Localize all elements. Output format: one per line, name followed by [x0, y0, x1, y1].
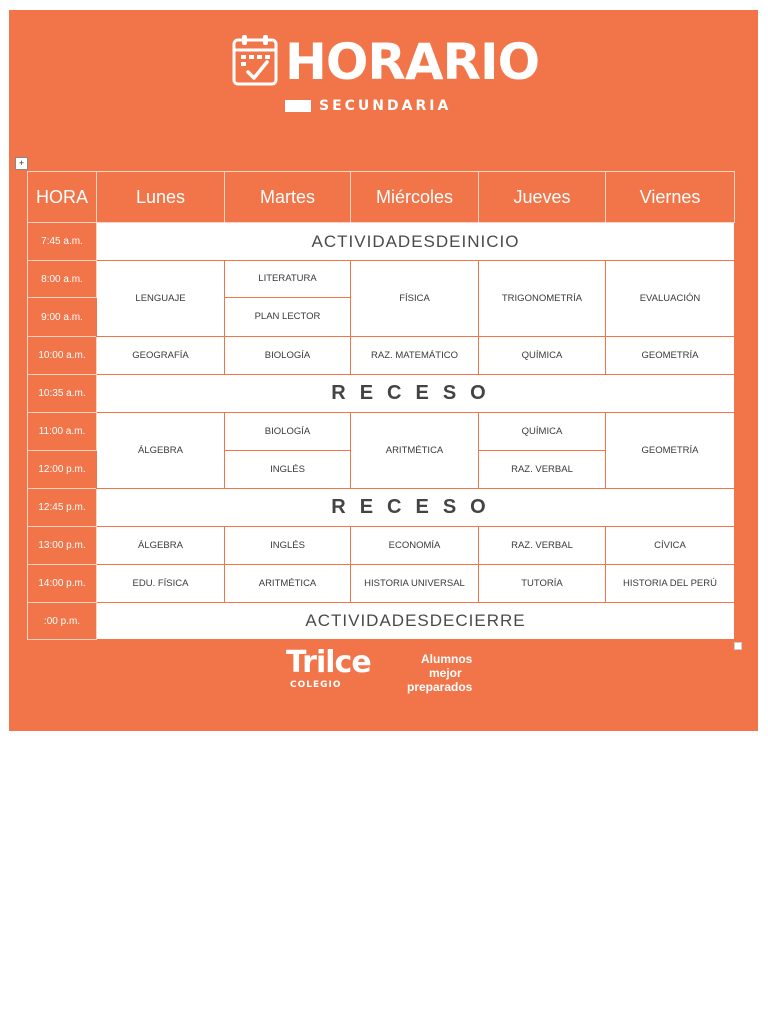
class-cell: INGLÉS: [225, 451, 351, 489]
schedule-table: [27, 171, 735, 640]
slogan: [407, 652, 472, 694]
page-title: HORARIO: [285, 33, 540, 91]
time-cell: 10:00 a.m.: [28, 337, 97, 375]
table-row: [28, 337, 735, 375]
class-cell: ECONOMÍA: [351, 527, 479, 565]
class-cell: RAZ. VERBAL: [479, 451, 606, 489]
table-row: [28, 413, 735, 451]
time-cell: 11:00 a.m.: [28, 413, 97, 451]
class-cell: GEOMETRÍA: [606, 337, 735, 375]
slogan-line: Alumnos: [421, 652, 473, 666]
class-cell: HISTORIA DEL PERÚ: [606, 565, 735, 603]
time-cell: 14:00 p.m.: [28, 565, 97, 603]
logo-subtitle: COLEGIO: [290, 680, 342, 690]
slogan-line: mejor: [429, 666, 462, 680]
class-cell: TUTORÍA: [479, 565, 606, 603]
receso-band: RECESO: [97, 375, 735, 413]
time-cell: 9:00 a.m.: [28, 298, 97, 337]
table-row: [28, 375, 735, 413]
class-cell: FÍSICA: [351, 261, 479, 337]
table-row: [28, 223, 735, 261]
time-cell: 8:00 a.m.: [28, 261, 97, 298]
class-cell: EVALUACIÓN: [606, 261, 735, 337]
time-cell: 12:45 p.m.: [28, 489, 97, 527]
day-header-lunes: Lunes: [97, 172, 225, 223]
table-resize-handle[interactable]: [734, 642, 742, 650]
class-cell: ARITMÉTICA: [351, 413, 479, 489]
subtitle-bar: [285, 100, 311, 112]
calendar-check-icon: [231, 32, 279, 88]
day-header-miercoles: Miércoles: [351, 172, 479, 223]
table-row: [28, 527, 735, 565]
class-cell: QUÍMICA: [479, 337, 606, 375]
slogan-line: preparados: [407, 680, 473, 694]
class-cell: LENGUAJE: [97, 261, 225, 337]
brand-logo: [286, 646, 371, 690]
class-cell: INGLÉS: [225, 527, 351, 565]
class-cell: ÁLGEBRA: [97, 527, 225, 565]
table-row: [28, 261, 735, 298]
table-row: [28, 603, 735, 640]
time-cell: 13:00 p.m.: [28, 527, 97, 565]
class-cell: BIOLOGÍA: [225, 413, 351, 451]
class-cell: RAZ. VERBAL: [479, 527, 606, 565]
time-cell: 7:45 a.m.: [28, 223, 97, 261]
receso-band: RECESO: [97, 489, 735, 527]
table-move-handle-icon[interactable]: +: [15, 157, 28, 170]
table-row: [28, 489, 735, 527]
day-header-martes: Martes: [225, 172, 351, 223]
hora-header: HORA: [28, 172, 97, 223]
logo-text: Trilce: [286, 645, 371, 680]
class-cell: HISTORIA UNIVERSAL: [351, 565, 479, 603]
time-cell: 10:35 a.m.: [28, 375, 97, 413]
time-cell: 12:00 p.m.: [28, 451, 97, 489]
page-subtitle: SECUNDARIA: [319, 98, 452, 114]
class-cell: GEOGRAFÍA: [97, 337, 225, 375]
class-cell: RAZ. MATEMÁTICO: [351, 337, 479, 375]
activity-band-inicio: ACTIVIDADESDEINICIO: [97, 223, 735, 261]
activity-band-cierre: ACTIVIDADESDECIERRE: [97, 603, 735, 640]
table-row: [28, 565, 735, 603]
class-cell: TRIGONOMETRÍA: [479, 261, 606, 337]
header: [9, 10, 758, 150]
header-row: [28, 172, 735, 223]
class-cell: ARITMÉTICA: [225, 565, 351, 603]
class-cell: QUÍMICA: [479, 413, 606, 451]
class-cell: ÁLGEBRA: [97, 413, 225, 489]
class-cell: LITERATURA: [225, 261, 351, 298]
class-cell: EDU. FÍSICA: [97, 565, 225, 603]
class-cell: PLAN LECTOR: [225, 298, 351, 337]
day-header-jueves: Jueves: [479, 172, 606, 223]
class-cell: BIOLOGÍA: [225, 337, 351, 375]
day-header-viernes: Viernes: [606, 172, 735, 223]
time-cell: :00 p.m.: [28, 603, 97, 640]
class-cell: GEOMETRÍA: [606, 413, 735, 489]
class-cell: CÍVICA: [606, 527, 735, 565]
